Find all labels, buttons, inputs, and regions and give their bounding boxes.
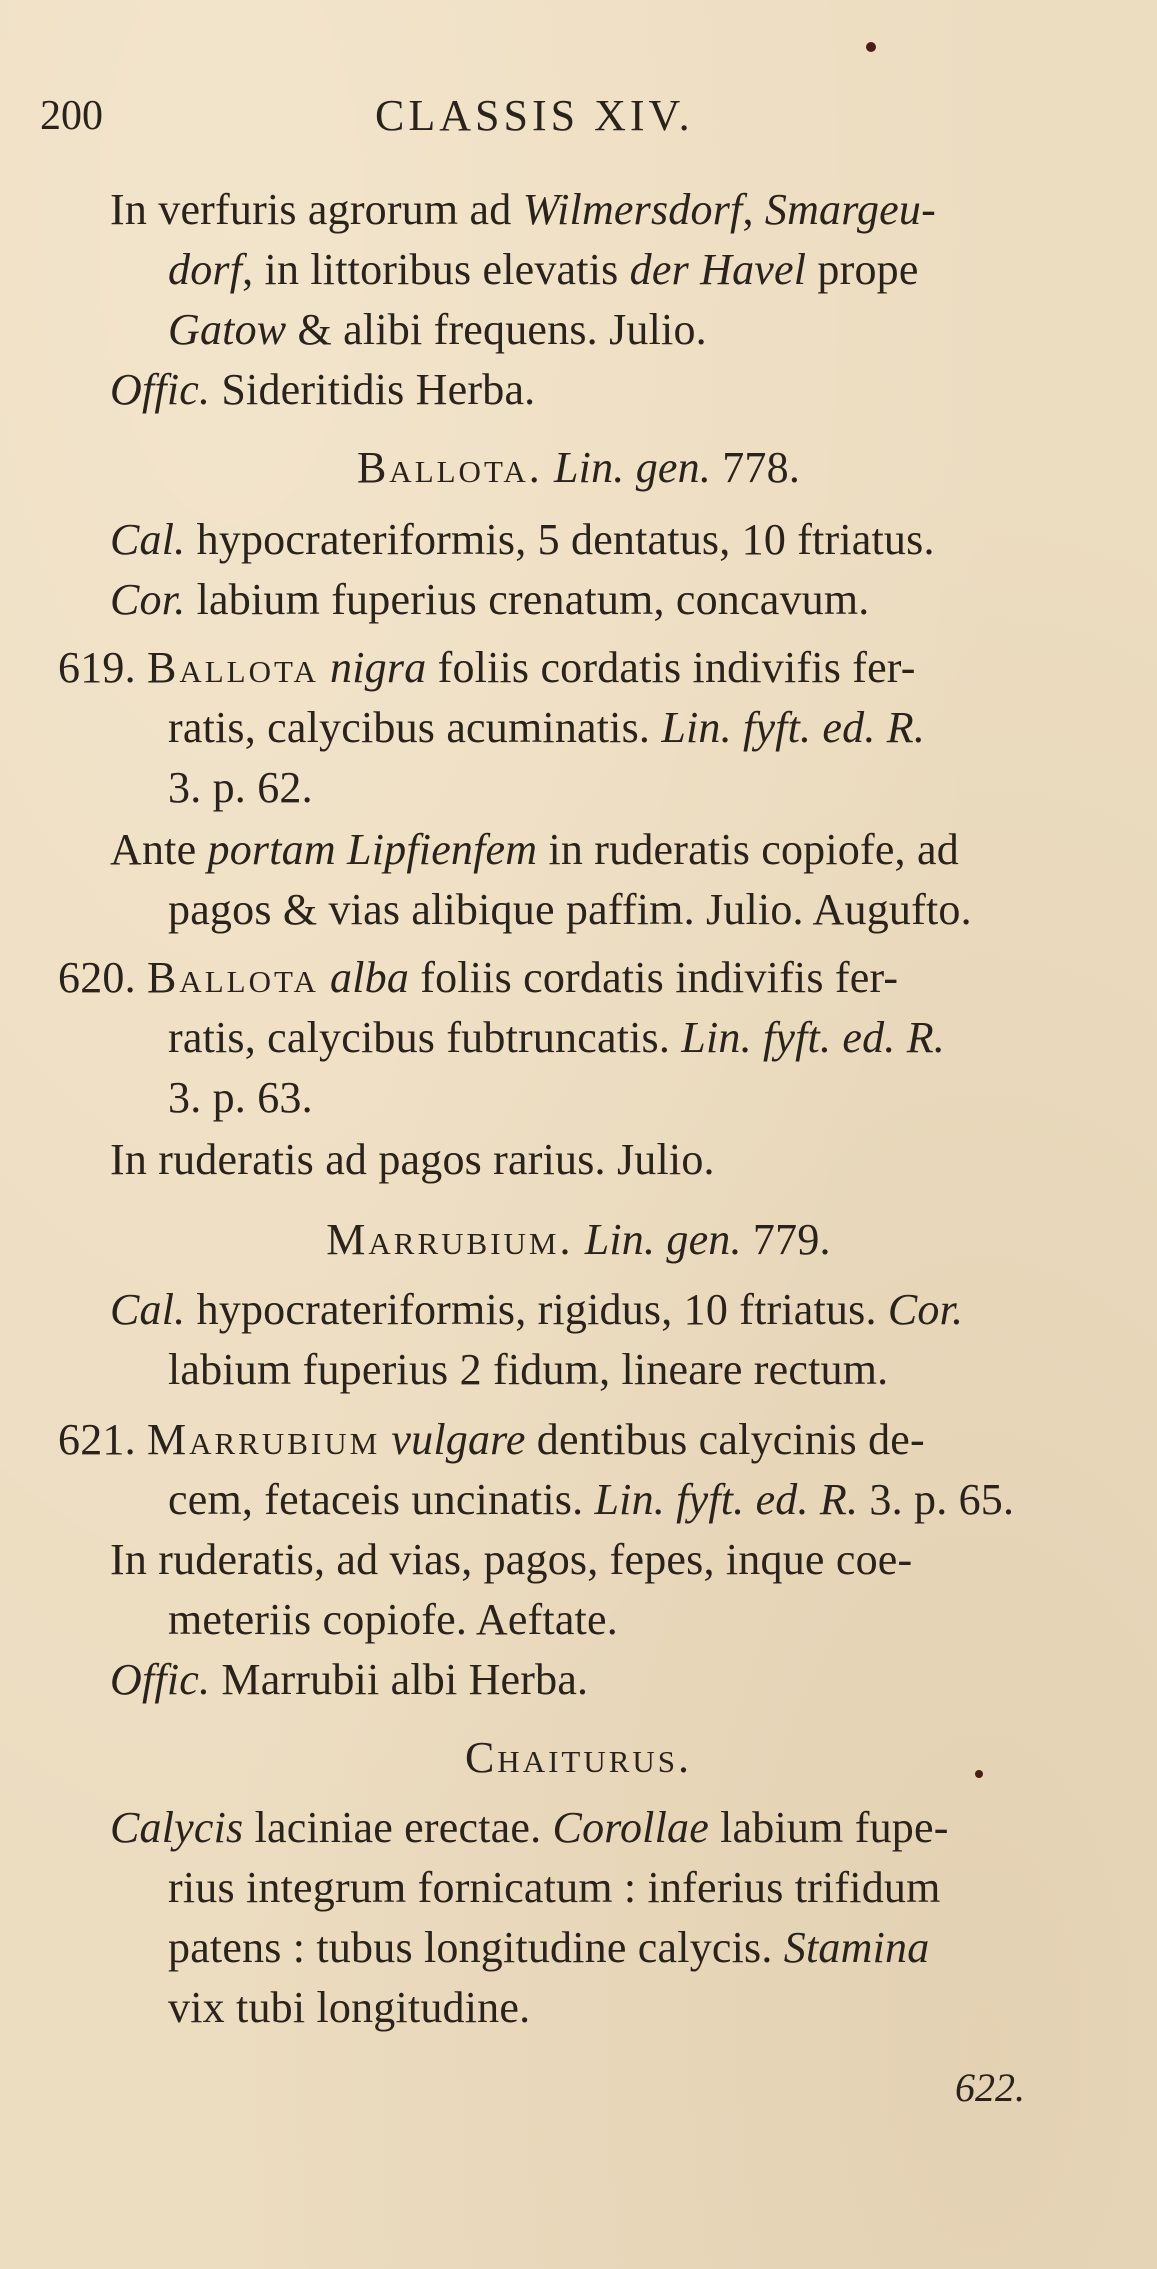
text-line: In verfuris agrorum ad Wilmersdorf, Smargeu- [110,185,936,234]
text-line: vix tubi longitudine. [168,1983,531,2032]
text-line: Offic. Marrubii albi Herba. [110,1655,589,1704]
catchword: 622. [955,2065,1025,2110]
text-line: labium fuperius 2 fidum, lineare rectum. [168,1345,889,1394]
text-line: rius integrum fornicatum : inferius trifidum [168,1863,941,1912]
text-line: Offic. Sideritidis Herba. [110,365,536,414]
page-number: 200 [40,93,103,139]
genus-heading-marrubium: Marrubium. Lin. gen. 779. [326,1215,831,1264]
species-entry-619: 619. Ballota nigra foliis cordatis indivifis fer- [58,643,916,692]
text-line: 3. p. 62. [168,763,313,812]
ink-speck [866,42,876,52]
text-line: In ruderatis ad pagos rarius. Julio. [110,1135,715,1184]
ink-speck [975,1770,983,1778]
text-line: dorf, in littoribus elevatis der Havel prope [168,245,919,294]
text-line: In ruderatis, ad vias, pagos, fepes, inque coe- [110,1535,913,1584]
species-entry-620: 620. Ballota alba foliis cordatis indivifis fer- [58,953,899,1002]
text-line: ratis, calycibus fubtruncatis. Lin. fyft. ed. R. [168,1013,945,1062]
text-line: Cor. labium fuperius crenatum, concavum. [110,575,870,624]
text-line: Gatow & alibi frequens. Julio. [168,305,707,354]
text-line: ratis, calycibus acuminatis. Lin. fyft. ed. R. [168,703,926,752]
text-line: Ante portam Lipfienfem in ruderatis copiofe, ad [110,825,959,874]
genus-heading-ballota: Ballota. Lin. gen. 778. [356,443,801,492]
text-line: Calycis laciniae erectae. Corollae labium fupe- [110,1803,949,1852]
species-entry-621: 621. Marrubium vulgare dentibus calycinis de- [58,1415,925,1464]
text-line: Cal. hypocrateriformis, rigidus, 10 ftriatus. Cor. [110,1285,964,1334]
text-line: pagos & vias alibique paffim. Julio. Augufto. [168,885,972,934]
text-line: cem, fetaceis uncinatis. Lin. fyft. ed. R. 3. p. 65. [168,1475,1015,1524]
text-line: meteriis copiofe. Aeftate. [168,1595,618,1644]
genus-heading-chaiturus: Chaiturus. [464,1733,693,1782]
running-title: CLASSIS XIV. [375,91,694,140]
text-line: patens : tubus longitudine calycis. Stamina [168,1923,930,1972]
text-line: Cal. hypocrateriformis, 5 dentatus, 10 ftriatus. [110,515,935,564]
text-line: 3. p. 63. [168,1073,313,1122]
